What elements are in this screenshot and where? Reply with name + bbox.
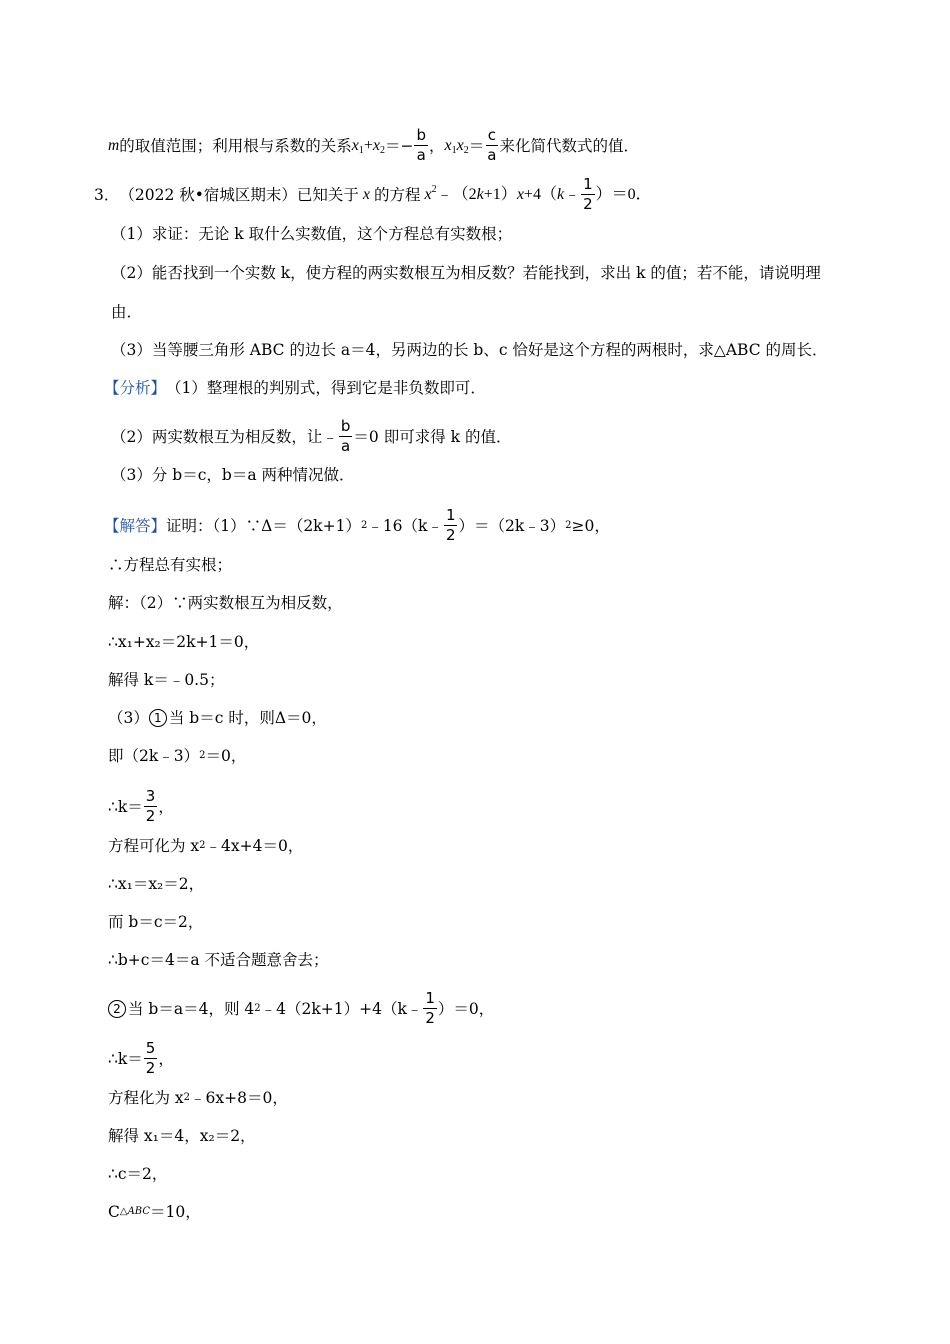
solution-text-15a: 方程化为 x: [108, 1089, 184, 1107]
question-source: （2022 秋•宿城区期末）: [119, 185, 297, 204]
fraction-one-half-2: $\frac{1}{2}$: [445, 506, 456, 544]
analysis-text-1: （1）整理根的判别式，得到它是非负数即可．: [166, 379, 486, 397]
question-part-3: （3）当等腰三角形 ABC 的边长 a＝4，另两边的长 b、c 恰好是这个方程的两根时，求△ABC 的周长．: [111, 341, 828, 359]
solution-text-8a: ∴k＝: [108, 797, 143, 816]
fraction-c-over-a: $\frac{c}{a}$: [487, 126, 497, 164]
fraction-one-half: $\frac{1}{2}$: [583, 175, 593, 213]
prev-text-2: 来化简代数式的值．: [499, 136, 639, 155]
solution-line-10: ∴x₁＝x₂＝2，: [108, 875, 205, 893]
eq-neg: ＝−: [384, 136, 414, 155]
solution-line-4: ∴x₁+x₂＝2k+1＝0，: [108, 633, 260, 651]
solution-text-9a: 方程可化为 x: [108, 837, 200, 855]
fraction-one-half-3: $\frac{1}{2}$: [425, 989, 435, 1027]
var-m: m: [108, 136, 120, 154]
product-expression: $x_1x_2$: [444, 136, 469, 156]
analysis-label: 【分析】: [104, 379, 167, 397]
solution-text-6b: 当 b＝c 时，则Δ＝0，: [168, 709, 327, 727]
question-part-2-cont: 由．: [111, 303, 143, 321]
analysis-text-2b: ＝0 即可求得 k 的值．: [353, 427, 512, 446]
solution-line-1: 【解答】 证明：（1）∵Δ＝（2k+1） 2 ﹣16（k﹣ $\frac{1}{2}$ ）＝（2k﹣3） 2 ≥0，: [104, 506, 610, 544]
solution-line-6: [108, 708, 327, 728]
analysis-text-2a: （2）两实数根互为相反数，让﹣: [111, 427, 338, 446]
fraction-five-halves: $\frac{5}{2}$: [145, 1039, 156, 1077]
analysis-line-2: [111, 418, 511, 455]
solution-text-13a: 当 b＝a＝4，则 4: [128, 999, 255, 1018]
solution-text-13c: ）＝0，: [437, 999, 495, 1018]
analysis-line-3: （3）分 b＝c，b＝a 两种情况做．: [111, 466, 355, 484]
solution-line-12: ∴b+c＝4＝a 不适合题意舍去；: [108, 951, 329, 969]
solution-text-14a: ∴k＝: [108, 1049, 143, 1068]
fraction-b-over-a: $\frac{b}{a}$: [416, 126, 426, 164]
solution-text-1b: ﹣16（k﹣: [367, 516, 443, 535]
fraction-b-over-a-2: $\frac{b}{a}$: [340, 417, 351, 455]
stem-text-b: 的方程: [374, 185, 421, 204]
solution-line-14: ∴k＝ $\frac{5}{2}$ ，: [108, 1039, 174, 1077]
equation: $x^2﹣(2k+1)x+4(k﹣$: [424, 183, 581, 203]
solution-line-9: 方程可化为 x 2 ﹣4x+4＝0，: [108, 837, 304, 855]
separator: ，: [429, 136, 445, 155]
solution-line-15: 方程化为 x 2 ﹣6x+8＝0，: [108, 1089, 288, 1107]
solution-line-3: 解：（2）∵两实数根互为相反数，: [108, 594, 343, 612]
solution-line-11: 而 b＝c＝2，: [108, 913, 204, 931]
sum-expression: $x_1+x_2$: [351, 136, 385, 156]
circled-number-2: 2: [108, 1000, 126, 1018]
solution-line-8: ∴k＝ $\frac{3}{2}$ ，: [108, 787, 174, 825]
solution-text-1a: 证明：（1）∵Δ＝（2k+1）: [166, 516, 361, 535]
question-number: 3．: [94, 185, 120, 204]
question-3-stem: [94, 176, 652, 213]
solution-text-13b: ﹣4（2k+1）+4（k﹣: [260, 999, 423, 1018]
solution-line-2: ∴方程总有实根；: [108, 556, 233, 574]
question-part-2: （2）能否找到一个实数 k，使方程的两实数根互为相反数？若能找到，求出 k 的值；若不能，请说明理: [111, 264, 821, 282]
solution-text-15b: ﹣6x+8＝0，: [190, 1089, 288, 1107]
solution-text-1d: ≥0，: [571, 516, 610, 535]
solution-line-13: 2 当 b＝a＝4，则 4 2 ﹣4（2k+1）+4（k﹣ $\frac{1}{2}$ ）＝0，: [108, 990, 494, 1027]
solution-line-7: 即（2k﹣3） 2 ＝0，: [108, 747, 247, 765]
circled-number-1: 1: [149, 709, 167, 727]
solution-text-1c: ）＝（2k﹣3）: [458, 516, 566, 535]
prev-text-1: 的取值范围；利用根与系数的关系: [119, 136, 352, 155]
solution-line-17: ∴c＝2，: [108, 1165, 168, 1183]
var-x: x: [362, 185, 371, 203]
solution-line-16: 解得 x₁＝4，x₂＝2，: [108, 1127, 256, 1145]
solution-label: 【解答】: [104, 516, 167, 535]
solution-line-18: C △ABC ＝10，: [108, 1203, 201, 1221]
solution-line-5: 解得 k＝﹣0.5；: [108, 671, 225, 689]
solution-text-18a: C: [108, 1203, 120, 1221]
fraction-three-halves: $\frac{3}{2}$: [145, 787, 156, 825]
solution-text-7a: 即（2k﹣3）: [108, 747, 200, 765]
solution-text-9b: ﹣4x+4＝0，: [205, 837, 304, 855]
analysis-line-1: [104, 378, 486, 398]
prev-analysis-line: [108, 127, 639, 164]
question-part-1: （1）求证：无论 k 取什么实数值，这个方程总有实数根；: [111, 225, 513, 243]
stem-text-a: 已知关于: [296, 185, 359, 204]
eq: ＝: [468, 136, 485, 155]
equation-end: ）＝0．: [595, 185, 652, 203]
solution-text-18b: ＝10，: [149, 1203, 201, 1221]
solution-text-7b: ＝0，: [205, 747, 247, 765]
solution-text-6a: （3）: [108, 709, 149, 727]
